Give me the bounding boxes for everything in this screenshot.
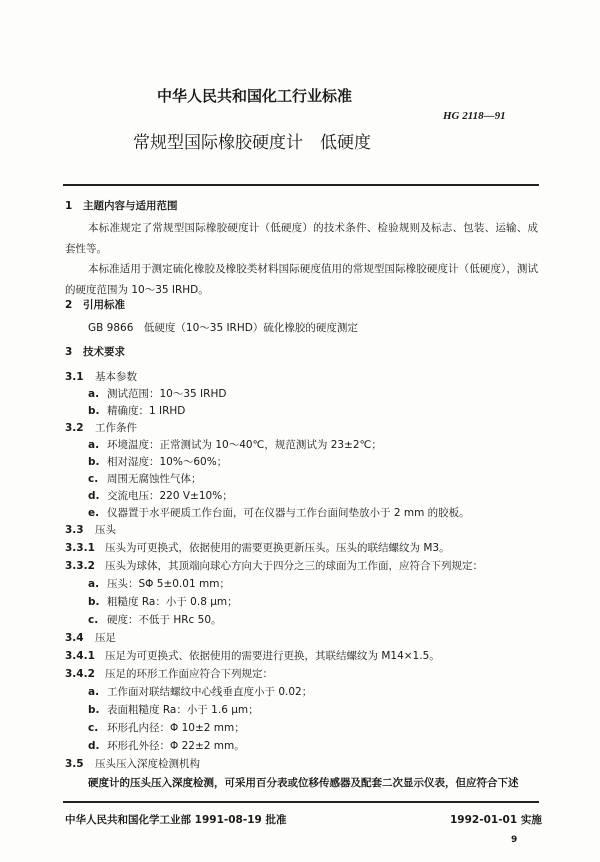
item-letter: b.: [88, 704, 100, 716]
item-letter: b.: [88, 456, 100, 468]
standard-code: HG 2118—91: [443, 110, 506, 122]
subsection-number: 3.2: [65, 422, 84, 434]
page-number: 9: [511, 835, 518, 845]
effective-date: 1992-01-01 实施: [450, 814, 542, 826]
document-title: 常规型国际橡胶硬度计 低硬度: [133, 133, 371, 153]
item-letter: c.: [88, 614, 99, 626]
paragraph: 本标准适用于测定硫化橡胶及橡胶类材料国际硬度值用的常规型国际橡胶硬度计（低硬度），测试的硬度范围为 10～35 IRHD。: [65, 263, 538, 296]
item-letter: b.: [88, 405, 100, 417]
list-item: 精确度：1 IRHD: [107, 405, 186, 417]
item-letter: e.: [88, 507, 100, 519]
clause-number: 3.3.1: [65, 542, 95, 554]
list-item: 相对湿度：10%～60%；: [107, 456, 228, 468]
list-item: 粗糙度 Ra：小于 0.8 μm；: [107, 596, 238, 608]
subsection-title: 工作条件: [95, 422, 137, 434]
subsection-number: 3.1: [65, 371, 84, 383]
list-item: 硬度：不低于 HRc 50。: [107, 614, 222, 626]
clause-number: 3.3.2: [65, 560, 95, 572]
subsection-title: 压足: [95, 632, 116, 644]
section-number: 2: [65, 299, 73, 311]
issuer-heading: 中华人民共和国化工行业标准: [157, 87, 353, 105]
clause-number: 3.4.1: [65, 650, 95, 662]
item-letter: c.: [88, 473, 99, 485]
item-letter: a.: [88, 578, 100, 590]
clause-text: 压足为可更换式、依据使用的需要进行更换，其联结螺纹为 M14×1.5。: [105, 650, 440, 662]
subsection-title: 压头压入深度检测机构: [95, 758, 200, 770]
subsection-number: 3.4: [65, 632, 84, 644]
reference-standard: GB 9866 低硬度（10～35 IRHD）硫化橡胶的硬度测定: [88, 322, 358, 334]
clause-text: 压足的环形工作面应符合下列规定：: [105, 668, 273, 680]
item-letter: c.: [88, 722, 99, 734]
subsection-number: 3.3: [65, 524, 84, 536]
section-title: 主题内容与适用范围: [83, 200, 178, 212]
item-letter: b.: [88, 596, 100, 608]
item-letter: a.: [88, 388, 100, 400]
list-item: 工作面对联结螺纹中心线垂直度小于 0.02；: [107, 686, 313, 698]
paragraph: 本标准规定了常规型国际橡胶硬度计（低硬度）的技术条件、检验规则及标志、包装、运输、成套性等。: [65, 222, 538, 255]
list-item: 仪器置于水平硬质工作台面，可在仪器与工作台面间垫放小于 2 mm 的胶板。: [107, 507, 470, 519]
item-letter: a.: [88, 439, 100, 451]
list-item: 压头：SΦ 5±0.01 mm；: [107, 578, 230, 590]
clause-text: 压头为球体，其顶端向球心方向大于四分之三的球面为工作面，应符合下列规定：: [105, 560, 483, 572]
paragraph: 硬度计的压头压入深度检测，可采用百分表或位移传感器及配套二次显示仪表，但应符合下述: [88, 777, 519, 789]
section-title: 技术要求: [83, 346, 125, 358]
section-number: 3: [65, 346, 73, 358]
subsection-title: 基本参数: [95, 371, 137, 383]
subsection-number: 3.5: [65, 758, 84, 770]
header-rule: [63, 184, 539, 186]
list-item: 周围无腐蚀性气体；: [107, 473, 202, 485]
clause-text: 压头为可更换式，依据使用的需要更换更新压头。压头的联结螺纹为 M3。: [105, 542, 450, 554]
item-letter: a.: [88, 686, 100, 698]
clause-number: 3.4.2: [65, 668, 95, 680]
list-item: 环形孔内径：Φ 10±2 mm；: [107, 722, 245, 734]
section-title: 引用标准: [83, 299, 125, 311]
list-item: 环形孔外径：Φ 22±2 mm。: [107, 740, 245, 752]
subsection-title: 压头: [95, 524, 116, 536]
item-letter: d.: [88, 490, 100, 502]
list-item: 环境温度：正常测试为 10～40℃，规范测试为 23±2℃；: [107, 439, 382, 451]
section-number: 1: [65, 200, 73, 212]
approval-note: 中华人民共和国化学工业部 1991-08-19 批准: [65, 814, 287, 826]
footer-rule: [63, 801, 539, 803]
list-item: 表面粗糙度 Ra：小于 1.6 μm；: [107, 704, 259, 716]
list-item: 测试范围：10～35 IRHD: [107, 388, 227, 400]
item-letter: d.: [88, 740, 100, 752]
list-item: 交流电压：220 V±10%；: [107, 490, 233, 502]
